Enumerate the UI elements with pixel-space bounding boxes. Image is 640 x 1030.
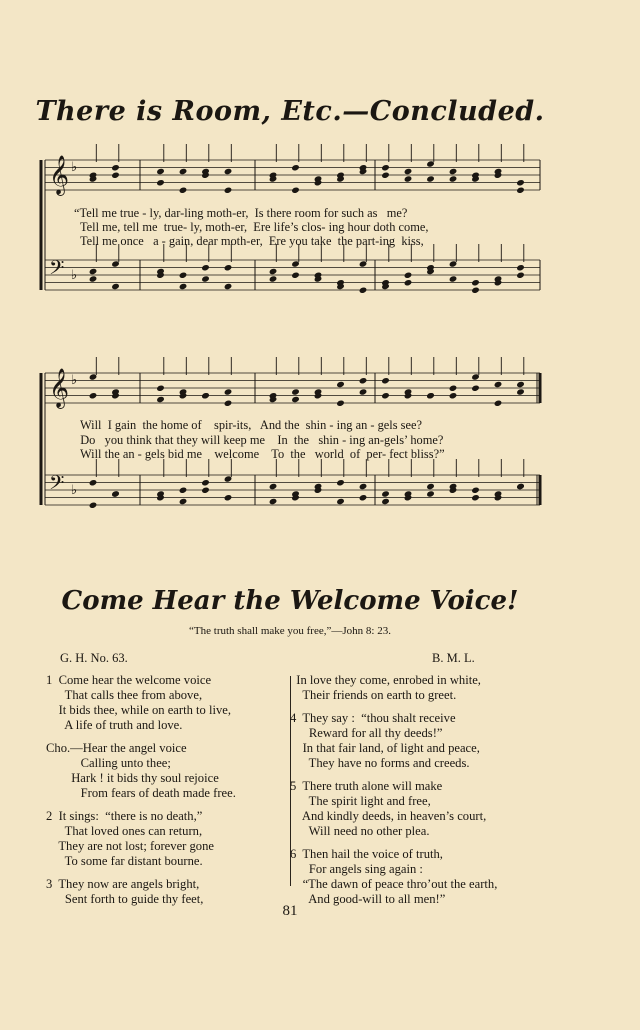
song-title-concluded: There is Room, Etc.—Concluded. (35, 96, 545, 127)
stanza-gap (46, 801, 236, 809)
verse-line: In love they come, enrobed in white, (290, 673, 481, 687)
note-head (179, 168, 188, 175)
note-head (224, 187, 233, 194)
stanza-gap (290, 839, 497, 847)
note-head (269, 268, 278, 275)
note-head (201, 479, 210, 486)
verse-line: Calling unto thee; (46, 756, 171, 770)
note-head (156, 168, 165, 175)
note-head (156, 179, 165, 186)
note-head (89, 392, 98, 399)
note-head (404, 272, 413, 279)
note-head (291, 187, 300, 194)
note-head (201, 275, 210, 282)
note-head (516, 272, 525, 279)
stanza-gap (46, 733, 236, 741)
note-head (516, 381, 525, 388)
note-head (224, 168, 233, 175)
note-head (426, 490, 435, 497)
note-head (471, 279, 480, 286)
verse-line: 2 It sings: “there is no death,” (46, 809, 203, 823)
note-head (449, 392, 458, 399)
verse-line: They are not lost; forever gone (46, 839, 214, 853)
note-head (359, 287, 368, 294)
note-head (89, 268, 98, 275)
note-head (111, 172, 120, 179)
page-number: 81 (282, 903, 298, 919)
lyric-verse-1: “Tell me true - ly, dar-ling moth-er, Is there room for such as me? (74, 206, 408, 220)
note-head (426, 483, 435, 490)
verse-line: The spirit light and free, (290, 794, 431, 808)
note-head (359, 494, 368, 501)
verse-line: Cho.—Hear the angel voice (46, 741, 187, 755)
note-head (426, 392, 435, 399)
treble-clef-icon: 𝄞 (49, 368, 70, 408)
note-head (404, 175, 413, 182)
key-flat-icon: ♭ (71, 267, 78, 282)
lyric-verse-2: Tell me, tell me true- ly, moth-er, Ere life’s clos- ing hour doth come, (74, 220, 429, 234)
lyric-verse-1: Will I gain the home of spir-its, And the shin - ing an - gels see? (74, 418, 422, 432)
note-head (381, 392, 390, 399)
note-head (291, 272, 300, 279)
note-head (516, 483, 525, 490)
note-head (381, 172, 390, 179)
note-head (179, 498, 188, 505)
verse-line: Will need no other plea. (290, 824, 430, 838)
note-head (381, 164, 390, 171)
note-head (156, 396, 165, 403)
verse-line: To some far distant bourne. (46, 854, 203, 868)
stanza-gap (46, 869, 236, 877)
verse-line: 4 They say : “thou shalt receive (290, 711, 456, 725)
note-head (269, 483, 278, 490)
verse-line: For angels sing again : (290, 862, 423, 876)
note-head (224, 494, 233, 501)
note-head (89, 479, 98, 486)
note-head (381, 490, 390, 497)
verses-left-column (46, 673, 236, 907)
note-head (111, 490, 120, 497)
verse-line: 1 Come hear the welcome voice (46, 673, 212, 687)
verse-line: Sent forth to guide thy feet, (46, 892, 204, 906)
note-head (269, 275, 278, 282)
note-head (516, 187, 525, 194)
note-head (404, 168, 413, 175)
bass-clef-icon: 𝄢 (49, 256, 65, 284)
note-head (359, 377, 368, 384)
note-head (89, 275, 98, 282)
note-head (291, 388, 300, 395)
note-head (471, 385, 480, 392)
verse-line: “The dawn of peace thro’out the earth, (290, 877, 498, 891)
lyric-verse-2: Do you think that they will keep me In the shin - ing an-gels’ home? (74, 433, 444, 447)
note-head (201, 264, 210, 271)
note-head (381, 498, 390, 505)
note-head (111, 283, 120, 290)
note-head (381, 377, 390, 384)
note-head (471, 287, 480, 294)
verse-line: Their friends on earth to greet. (290, 688, 457, 702)
note-head (269, 498, 278, 505)
note-head (449, 175, 458, 182)
note-head (224, 283, 233, 290)
note-head (449, 275, 458, 282)
note-head (494, 400, 503, 407)
note-head (224, 264, 233, 271)
stanza-gap (290, 703, 497, 711)
hymn-author: B. M. L. (432, 651, 475, 665)
verse-line: A life of truth and love. (46, 718, 183, 732)
verse-line: And good-will to all men!” (290, 892, 446, 906)
note-head (516, 179, 525, 186)
note-head (449, 385, 458, 392)
note-head (89, 502, 98, 509)
note-head (336, 498, 345, 505)
lyric-verse-3: Tell me once a - gain, dear moth-er, Ere you take the part-ing kiss, (74, 234, 424, 248)
note-head (404, 279, 413, 286)
verse-line: That loved ones can return, (46, 824, 203, 838)
note-head (291, 396, 300, 403)
verse-line: 5 There truth alone will make (290, 779, 443, 793)
verse-line: They have no forms and creeds. (290, 756, 470, 770)
note-head (111, 164, 120, 171)
treble-clef-icon: 𝄞 (49, 155, 70, 195)
note-head (201, 392, 210, 399)
note-head (359, 388, 368, 395)
note-head (449, 168, 458, 175)
note-head (224, 388, 233, 395)
verse-line: And kindly deeds, in heaven’s court, (290, 809, 487, 823)
verse-line: Reward for all thy deeds!” (290, 726, 443, 740)
lyric-verse-3: Will the an - gels bid me welcome To the world of per- fect bliss?” (74, 447, 445, 461)
note-head (336, 400, 345, 407)
key-flat-icon: ♭ (71, 159, 78, 174)
note-head (516, 388, 525, 395)
verse-line: 3 They now are angels bright, (46, 877, 200, 891)
verse-line: 6 Then hail the voice of truth, (290, 847, 443, 861)
verse-line: It bids thee, while on earth to live, (46, 703, 232, 717)
note-head (471, 487, 480, 494)
note-head (494, 381, 503, 388)
note-head (156, 385, 165, 392)
note-head (179, 487, 188, 494)
key-flat-icon: ♭ (71, 482, 78, 497)
note-head (291, 164, 300, 171)
bass-clef-icon: 𝄢 (49, 471, 65, 499)
key-flat-icon: ♭ (71, 372, 78, 387)
note-head (179, 187, 188, 194)
stanza-gap (290, 771, 497, 779)
note-head (336, 479, 345, 486)
note-head (224, 400, 233, 407)
verse-line: Hark ! it bids thy soul rejoice (46, 771, 219, 785)
verse-line: From fears of death made free. (46, 786, 236, 800)
verse-line: In that fair land, of light and peace, (290, 741, 480, 755)
note-head (179, 272, 188, 279)
note-head (516, 264, 525, 271)
verse-line: That calls thee from above, (46, 688, 203, 702)
epigraph: “The truth shall make you free,”—John 8: 23. (189, 625, 391, 637)
note-head (471, 494, 480, 501)
hymn-title: Come Hear the Welcome Voice! (61, 586, 519, 616)
note-head (359, 483, 368, 490)
note-head (201, 487, 210, 494)
note-head (426, 175, 435, 182)
note-head (336, 381, 345, 388)
hymn-number: G. H. No. 63. (60, 651, 128, 665)
note-head (179, 283, 188, 290)
verses-right-column (290, 673, 497, 907)
